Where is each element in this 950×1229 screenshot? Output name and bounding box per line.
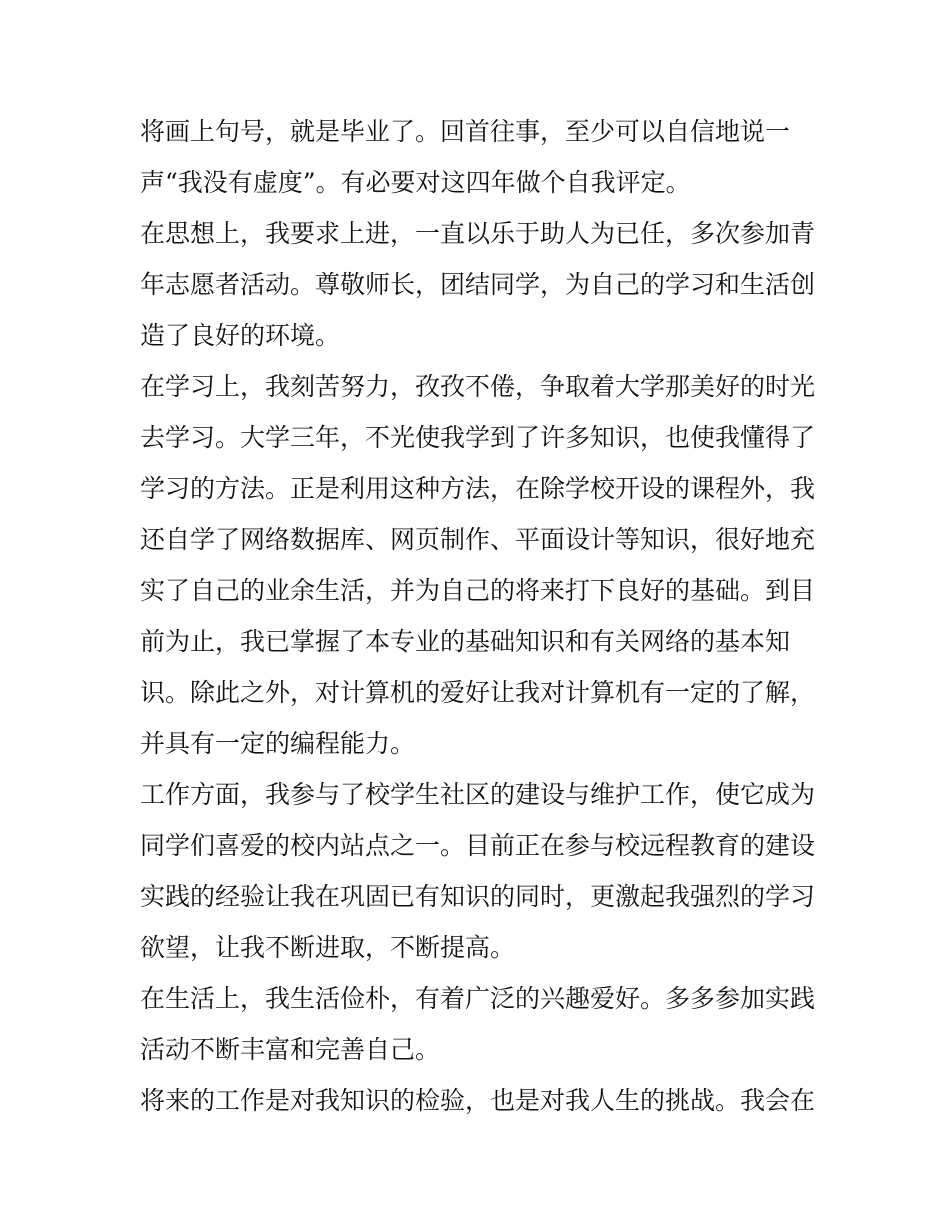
text-line: 造了良好的环境。 [140, 321, 341, 350]
text-line: 实践的经验让我在巩固已有知识的同时，更激起我强烈的学习 [140, 882, 816, 911]
text-line: 年志愿者活动。尊敬师长，团结同学，为自己的学习和生活创 [140, 270, 816, 299]
text-line: 在思想上，我要求上进，一直以乐于助人为已任，多次参加青 [140, 219, 816, 248]
text-line: 并具有一定的编程能力。 [140, 729, 416, 758]
text-line: 实了自己的业余生活，并为自己的将来打下良好的基础。到目 [140, 576, 816, 605]
text-line: 同学们喜爱的校内站点之一。目前正在参与校远程教育的建设 [140, 831, 816, 860]
document-body [140, 106, 820, 1126]
text-line: 去学习。大学三年，不光使我学到了许多知识，也使我懂得了 [140, 423, 816, 452]
text-line: 在学习上，我刻苦努力，孜孜不倦，争取着大学那美好的时光 [140, 372, 816, 401]
text-line: 将画上句号，就是毕业了。回首往事，至少可以自信地说一 [140, 117, 791, 146]
text-line: 学习的方法。正是利用这种方法，在除学校开设的课程外，我 [140, 474, 816, 503]
text-line: 活动不断丰富和完善自己。 [140, 1035, 441, 1064]
text-line: 在生活上，我生活俭朴，有着广泛的兴趣爱好。多多参加实践 [140, 984, 816, 1013]
text-line: 识。除此之外，对计算机的爱好让我对计算机有一定的了解， [140, 678, 816, 707]
text-line: 工作方面，我参与了校学生社区的建设与维护工作，使它成为 [140, 780, 816, 809]
text-line: 声“我没有虚度”。有必要对这四年做个自我评定。 [140, 168, 691, 197]
text-line: 欲望，让我不断进取，不断提高。 [140, 933, 516, 962]
text-line: 还自学了网络数据库、网页制作、平面设计等知识，很好地充 [140, 525, 816, 554]
text-line: 前为止，我已掌握了本专业的基础知识和有关网络的基本知 [140, 627, 791, 656]
text-line: 将来的工作是对我知识的检验，也是对我人生的挑战。我会在 [140, 1086, 816, 1115]
